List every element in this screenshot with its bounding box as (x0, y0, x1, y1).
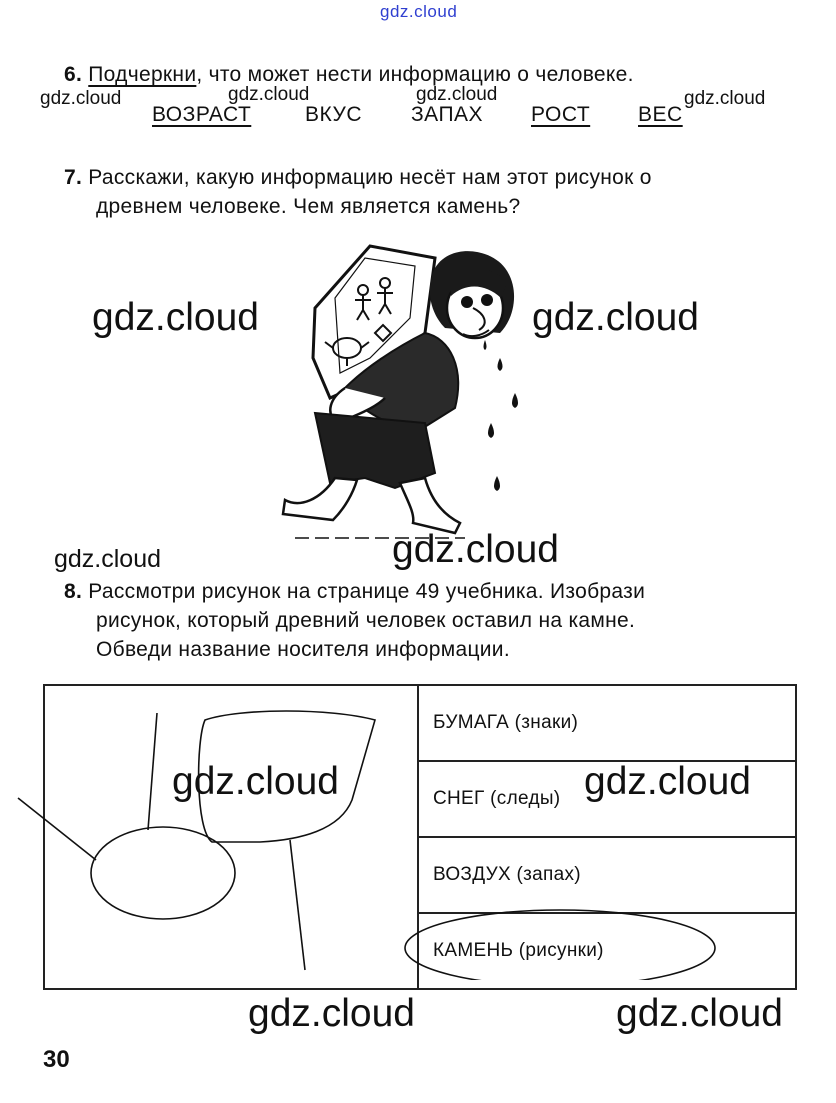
task-8-number: 8. (64, 580, 83, 603)
watermark: gdz.cloud (92, 296, 259, 339)
watermark: gdz.cloud (684, 88, 766, 109)
word-taste[interactable]: ВКУС (305, 103, 362, 126)
word-smell[interactable]: ЗАПАХ (411, 103, 484, 126)
option-air-label: ВОЗДУХ (запах) (433, 864, 581, 885)
watermark-top: gdz.cloud (380, 2, 458, 21)
task-7-line-1: Расскажи, какую информацию несёт нам этот рисунок о (88, 166, 652, 189)
watermark: gdz.cloud (248, 992, 415, 1035)
watermark: gdz.cloud (40, 88, 122, 109)
task-7-line-2: древнем человеке. Чем является камень? (96, 195, 521, 218)
caveman-carrying-stone-illustration (275, 238, 545, 548)
task-8-line-3: Обведи название носителя информации. (96, 638, 510, 661)
watermark: gdz.cloud (616, 992, 783, 1035)
task-8-line-2: рисунок, который древний человек оставил на камне. (96, 609, 636, 632)
task-7-number: 7. (64, 166, 83, 189)
word-age[interactable]: ВОЗРАСТ (152, 103, 252, 126)
option-paper-label: БУМАГА (знаки) (433, 712, 579, 733)
hand-drawing (0, 680, 836, 980)
option-snow-label: СНЕГ (следы) (433, 788, 561, 809)
watermark: gdz.cloud (584, 760, 751, 803)
option-stone-label: КАМЕНЬ (рисунки) (433, 940, 604, 961)
word-weight[interactable]: ВЕС (638, 103, 683, 126)
watermark: gdz.cloud (532, 296, 699, 339)
task-6-heading (64, 60, 634, 89)
task-8-text (64, 577, 645, 664)
watermark: gdz.cloud (392, 528, 559, 571)
task-6-number: 6. (64, 63, 83, 86)
watermark: gdz.cloud (172, 760, 339, 803)
task-6-action: Подчеркни (88, 63, 197, 86)
task-8-line-1: Рассмотри рисунок на странице 49 учебника. Изобрази (88, 580, 646, 603)
watermark: gdz.cloud (228, 84, 310, 105)
task-6-text: , что может нести информацию о человеке. (196, 63, 634, 86)
word-height[interactable]: РОСТ (531, 103, 591, 126)
watermark: gdz.cloud (416, 84, 498, 105)
task-7-text (64, 163, 652, 221)
watermark: gdz.cloud (54, 545, 162, 573)
page-number: 30 (43, 1046, 70, 1073)
